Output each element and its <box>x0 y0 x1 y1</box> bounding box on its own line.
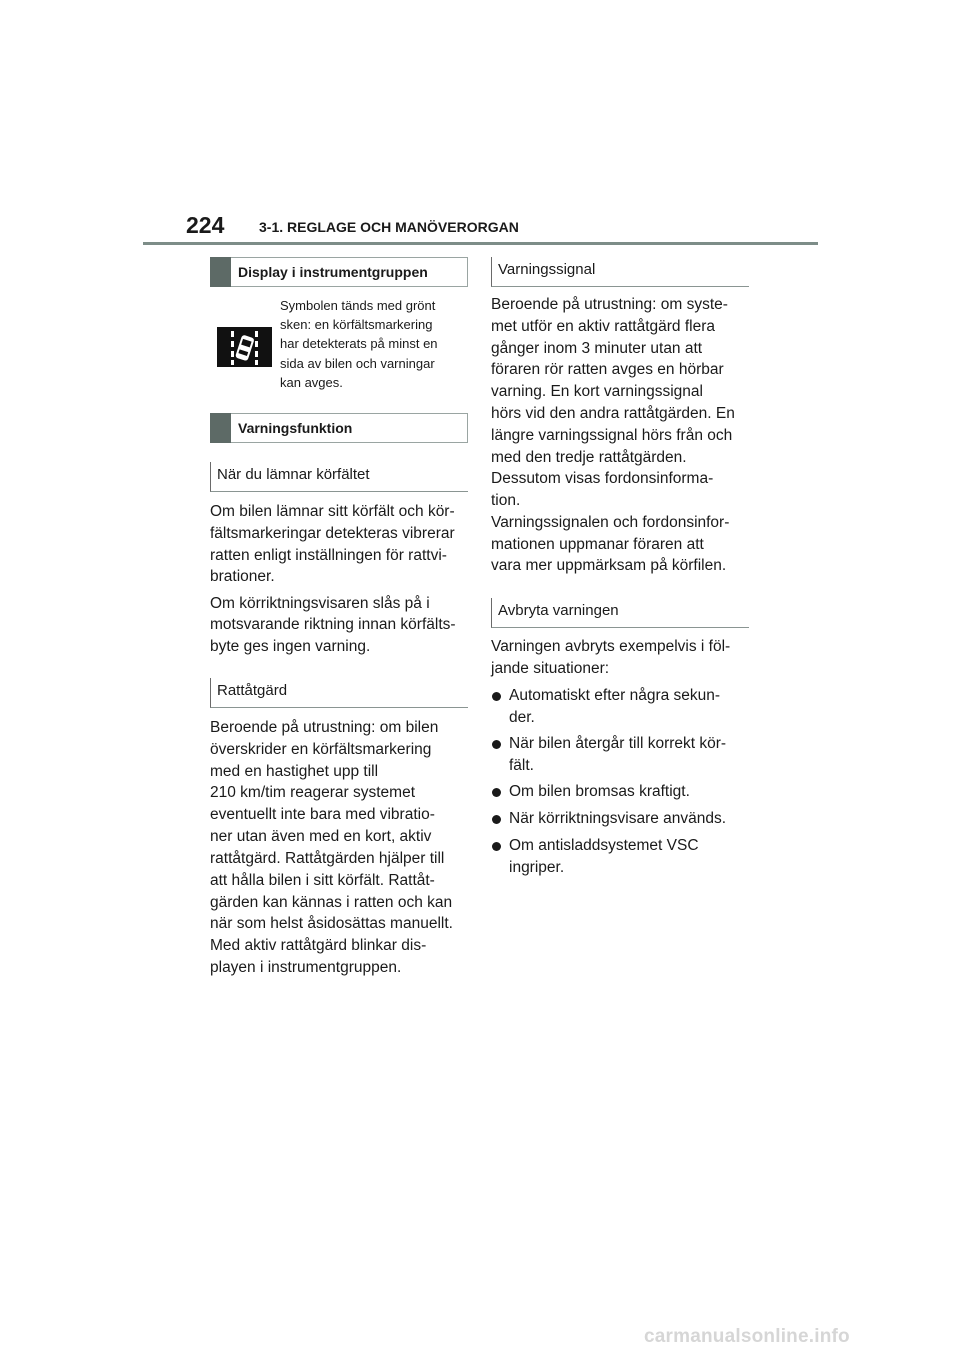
text-line: ner utan även med en kort, aktiv <box>210 828 432 845</box>
description-line: kan avges. <box>280 375 343 390</box>
bullet-icon <box>492 788 501 797</box>
text-line: med den tredje rattåtgärden. <box>491 449 687 466</box>
text-line: Beroende på utrustning: om bilen <box>210 719 439 736</box>
text-line: Om körriktningsvisaren slås på i <box>210 595 430 612</box>
text-line: byte ges ingen varning. <box>210 638 371 655</box>
text-line: när som helst åsidosättas manuellt. <box>210 915 453 932</box>
text-line: Dessutom visas fordonsinforma- <box>491 470 714 487</box>
text-line: tion. <box>491 492 521 509</box>
text-line: Med aktiv rattåtgärd blinkar dis- <box>210 937 427 954</box>
description-line: sida av bilen och varningar <box>280 356 435 371</box>
text-line: ratten enligt inställningen för rattvi- <box>210 547 447 564</box>
heading-bar <box>210 257 231 287</box>
list-item <box>491 685 720 729</box>
bullet-icon <box>492 815 501 824</box>
description-line: har detekterats på minst en <box>280 336 438 351</box>
bullet-icon <box>492 740 501 749</box>
description-line: sken: en körfältsmarkering <box>280 317 433 332</box>
warning-signal-heading <box>491 257 749 287</box>
cancel-warning-heading-text: Avbryta varningen <box>498 602 619 619</box>
steering-heading <box>210 678 468 708</box>
description-line: Symbolen tänds med grönt <box>280 298 436 313</box>
text-line: rattåtgärd. Rattåtgärden hjälper till <box>210 850 445 867</box>
text-line: Om bilen lämnar sitt körfält och kör- <box>210 503 455 520</box>
list-item <box>491 781 690 803</box>
text-line: 210 km/tim reagerar systemet <box>210 784 416 801</box>
text-line: överskrider en körfältsmarkering <box>210 741 432 758</box>
heading-bar <box>210 413 231 443</box>
list-item <box>491 733 726 777</box>
bullet-line: ingriper. <box>509 858 565 876</box>
leaving-lane-heading-text: När du lämnar körfältet <box>217 466 370 483</box>
text-line: längre varningssignal hörs från och <box>491 427 733 444</box>
steering-heading-text: Rattåtgärd <box>217 682 288 699</box>
text-line: att hålla bilen i sitt körfält. Rattåt- <box>210 872 435 889</box>
section-title: 3-1. REGLAGE OCH MANÖVERORGAN <box>259 219 519 235</box>
leaving-lane-heading <box>210 462 468 492</box>
watermark: carmanualsonline.info <box>644 1326 850 1347</box>
text-line: Varningen avbryts exempelvis i föl- <box>491 638 731 655</box>
bullet-line: När körriktningsvisare används. <box>509 810 727 827</box>
warning-function-heading <box>210 413 468 443</box>
text-line: playen i instrumentgruppen. <box>210 959 402 976</box>
display-box-heading <box>210 257 468 287</box>
text-line: föraren rör ratten avges en hörbar <box>491 361 724 378</box>
warning-function-title: Varningsfunktion <box>238 420 353 436</box>
page-number: 224 <box>186 212 225 238</box>
bullet-line: Automatiskt efter några sekun- <box>509 687 721 704</box>
text-line: Varningssignalen och fordonsinfor- <box>491 514 730 531</box>
text-line: gånger inom 3 minuter utan att <box>491 340 703 357</box>
header-divider <box>143 242 818 245</box>
text-line: varning. En kort varningssignal <box>491 383 703 400</box>
text-line: Beroende på utrustning: om syste- <box>491 296 728 313</box>
text-line: mationen uppmanar föraren att <box>491 536 704 553</box>
text-line: motsvarande riktning innan körfälts- <box>210 616 456 633</box>
text-line: hörs vid den andra rattåtgärden. En <box>491 405 735 422</box>
text-line: med en hastighet upp till <box>210 763 379 780</box>
warning-signal-heading-text: Varningssignal <box>498 261 596 278</box>
lane-keeping-assist-icon <box>217 327 272 367</box>
list-item <box>491 808 726 830</box>
text-line: met utför en aktiv rattåtgärd flera <box>491 318 715 335</box>
text-line: fältsmarkeringar detekteras vibrerar <box>210 525 455 542</box>
bullet-line: Om antisladdsystemet VSC <box>509 837 699 854</box>
text-line: eventuellt inte bara med vibratio- <box>210 806 435 823</box>
display-box-title: Display i instrumentgruppen <box>238 264 428 280</box>
list-item <box>491 835 699 879</box>
bullet-line: Om bilen bromsas kraftigt. <box>509 783 690 800</box>
bullet-line: fält. <box>509 756 534 774</box>
text-line: gärden kan kännas i ratten och kan <box>210 894 453 911</box>
text-line: brationer. <box>210 568 275 585</box>
bullet-icon <box>492 842 501 851</box>
cancel-warning-heading <box>491 598 749 628</box>
bullet-line: När bilen återgår till korrekt kör- <box>509 735 727 752</box>
bullet-icon <box>492 692 501 701</box>
text-line: vara mer uppmärksam på körfilen. <box>491 557 727 574</box>
text-line: jande situationer: <box>491 660 610 677</box>
bullet-line: der. <box>509 708 535 726</box>
